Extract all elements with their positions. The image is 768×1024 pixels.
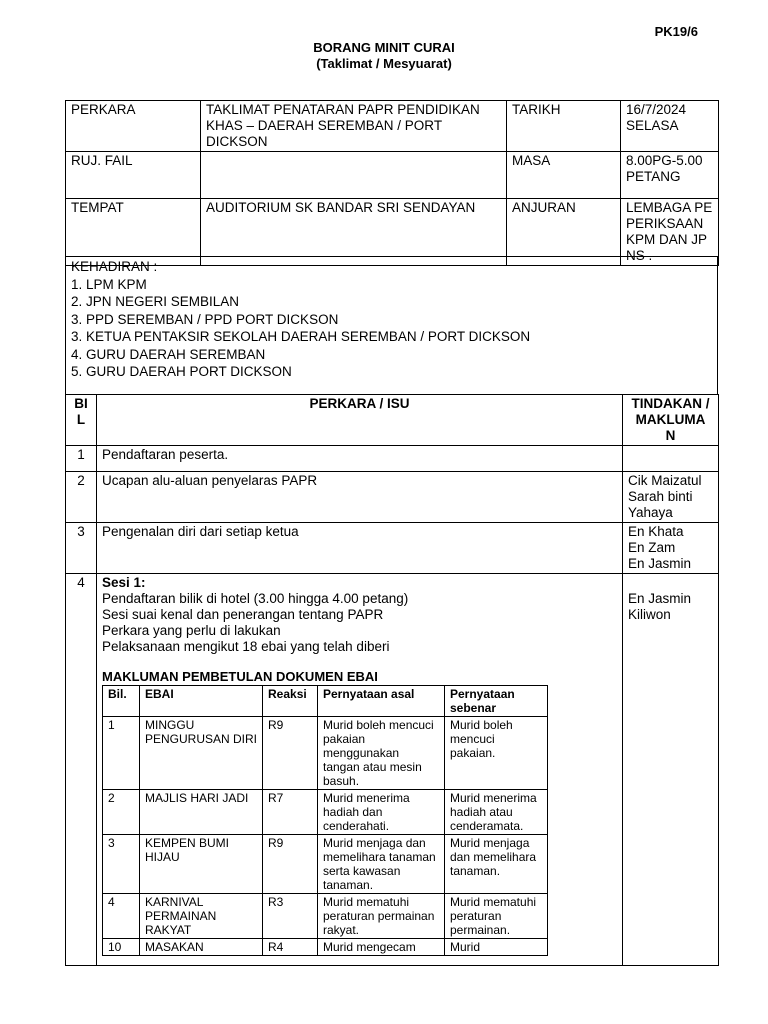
header-tindakan-line: N <box>665 428 676 443</box>
ebai-cell: KEMPEN BUMI HIJAU <box>140 835 263 894</box>
header-bil-line: BI <box>74 396 88 411</box>
row-tindakan <box>623 523 719 574</box>
ebai-cell: Murid boleh mencuci pakaian menggunakan tangan atau mesin basuh. <box>318 717 445 790</box>
perkara-value: TAKLIMAT PENATARAN PAPR PENDIDIKAN KHAS – DAERAH SEREMBAN / PORT DICKSON <box>201 101 507 152</box>
document-code: PK19/6 <box>654 24 698 39</box>
info-table <box>65 100 719 266</box>
row-bil: 4 <box>66 574 97 966</box>
ebai-row <box>103 790 548 835</box>
row-tindakan <box>623 446 719 472</box>
tarikh-value <box>621 101 719 152</box>
masa-label: MASA <box>507 152 621 199</box>
row-bil: 3 <box>66 523 97 574</box>
ebai-header: Pernyataan asal <box>318 686 445 717</box>
header-tindakan <box>623 395 719 446</box>
ebai-header: Bil. <box>103 686 140 717</box>
ebai-header: EBAI <box>140 686 263 717</box>
ebai-cell: Murid mematuhi peraturan permainan rakyat. <box>318 894 445 939</box>
kehadiran-item: 1. LPM KPM <box>71 276 147 292</box>
ruj-fail-label: RUJ. FAIL <box>66 152 201 199</box>
ebai-correction-table <box>102 685 548 956</box>
kehadiran-label: KEHADIRAN : <box>71 259 158 274</box>
ebai-cell: 10 <box>103 939 140 956</box>
tindakan-line: En Zam <box>628 540 676 555</box>
ebai-cell: MAJLIS HARI JADI <box>140 790 263 835</box>
tindakan-line: Kiliwon <box>628 607 671 622</box>
ebai-cell: Murid mematuhi peraturan permainan. <box>445 894 548 939</box>
ebai-cell: R9 <box>263 835 318 894</box>
ebai-row <box>103 939 548 956</box>
ebai-cell: 4 <box>103 894 140 939</box>
sesi-line: Perkara yang perlu di lakukan <box>102 623 281 638</box>
ebai-cell: R3 <box>263 894 318 939</box>
ebai-cell: Murid menjaga dan memelihara tanaman. <box>445 835 548 894</box>
agenda-table <box>65 394 719 966</box>
tarikh-label: TARIKH <box>507 101 621 152</box>
tindakan-line: En Jasmin <box>628 591 692 606</box>
header-bil <box>66 395 97 446</box>
kehadiran-item: 5. GURU DAERAH PORT DICKSON <box>71 364 292 379</box>
sesi-line: Pendaftaran bilik di hotel (3.00 hingga 4.00 petang) <box>102 591 409 606</box>
tindakan-line: Yahaya <box>628 505 673 520</box>
tarikh-date: 16/7/2024 <box>626 102 687 117</box>
kehadiran-item: 3. KETUA PENTAKSIR SEKOLAH DAERAH SEREMBAN / PORT DICKSON <box>71 329 531 344</box>
anjuran-value: LEMBAGA PEPERIKSAAN KPM DAN JPNS . <box>621 199 719 266</box>
ebai-cell: R4 <box>263 939 318 956</box>
tempat-label: TEMPAT <box>66 199 201 266</box>
ebai-cell: Murid mengecam <box>318 939 445 956</box>
anjuran-label: ANJURAN <box>507 199 621 266</box>
document-title <box>0 40 768 72</box>
row-bil: 2 <box>66 472 97 523</box>
ebai-row <box>103 717 548 790</box>
perkara-label: PERKARA <box>66 101 201 152</box>
sesi-line: Pelaksanaan mengikut 18 ebai yang telah diberi <box>102 639 390 654</box>
title-line-1: BORANG MINIT CURAI <box>313 40 455 55</box>
kehadiran-cell <box>66 257 718 395</box>
ebai-header: Reaksi <box>263 686 318 717</box>
tindakan-line: En Khata <box>628 524 684 539</box>
ebai-header: Pernyataan sebenar <box>445 686 548 717</box>
subtable-title: MAKLUMAN PEMBETULAN DOKUMEN EBAI <box>102 669 378 684</box>
ebai-cell: R7 <box>263 790 318 835</box>
row-perkara-sesi <box>97 574 623 966</box>
header-tindakan-line: TINDAKAN / <box>631 396 710 411</box>
ebai-row <box>103 835 548 894</box>
header-perkara: PERKARA / ISU <box>97 395 623 446</box>
row-tindakan <box>623 574 719 966</box>
kehadiran-item: 3. PPD SEREMBAN / PPD PORT DICKSON <box>71 311 339 327</box>
kehadiran-item: 4. GURU DAERAH SEREMBAN <box>71 346 266 362</box>
header-tindakan-line: MAKLUMA <box>635 412 706 427</box>
ebai-cell: KARNIVAL PERMAINAN RAKYAT <box>140 894 263 939</box>
ebai-cell: 3 <box>103 835 140 894</box>
sesi-line: Sesi suai kenal dan penerangan tentang PAPR <box>102 607 384 622</box>
tindakan-line: Sarah binti <box>628 489 693 504</box>
row-perkara: Pengenalan diri dari setiap ketua <box>97 523 623 574</box>
row-perkara: Ucapan alu-aluan penyelaras PAPR <box>97 472 623 523</box>
tempat-value: AUDITORIUM SK BANDAR SRI SENDAYAN <box>201 199 507 266</box>
kehadiran-table <box>65 256 718 395</box>
ebai-cell: MASAKAN <box>140 939 263 956</box>
masa-value: 8.00PG-5.00 PETANG <box>621 152 719 199</box>
ebai-cell: Murid boleh mencuci pakaian. <box>445 717 548 790</box>
ruj-fail-value <box>201 152 507 199</box>
ebai-cell: Murid menjaga dan memelihara tanaman serta kawasan tanaman. <box>318 835 445 894</box>
row-perkara: Pendaftaran peserta. <box>97 446 623 472</box>
ebai-row <box>103 894 548 939</box>
row-bil: 1 <box>66 446 97 472</box>
tindakan-line: En Jasmin <box>628 556 692 571</box>
ebai-cell: 1 <box>103 717 140 790</box>
ebai-cell: MINGGU PENGURUSAN DIRI <box>140 717 263 790</box>
ebai-cell: 2 <box>103 790 140 835</box>
sesi-heading: Sesi 1: <box>102 575 146 590</box>
header-bil-line: L <box>76 412 86 427</box>
tarikh-day: SELASA <box>626 118 679 133</box>
ebai-cell: R9 <box>263 717 318 790</box>
tindakan-line: Cik Maizatul <box>628 473 702 488</box>
ebai-cell: Murid menerima hadiah dan cenderahati. <box>318 790 445 835</box>
kehadiran-item: 2. JPN NEGERI SEMBILAN <box>71 294 240 309</box>
row-tindakan <box>623 472 719 523</box>
ebai-cell: Murid menerima hadiah atau cenderamata. <box>445 790 548 835</box>
ebai-cell: Murid <box>445 939 548 956</box>
title-line-2: (Taklimat / Mesyuarat) <box>316 56 452 71</box>
